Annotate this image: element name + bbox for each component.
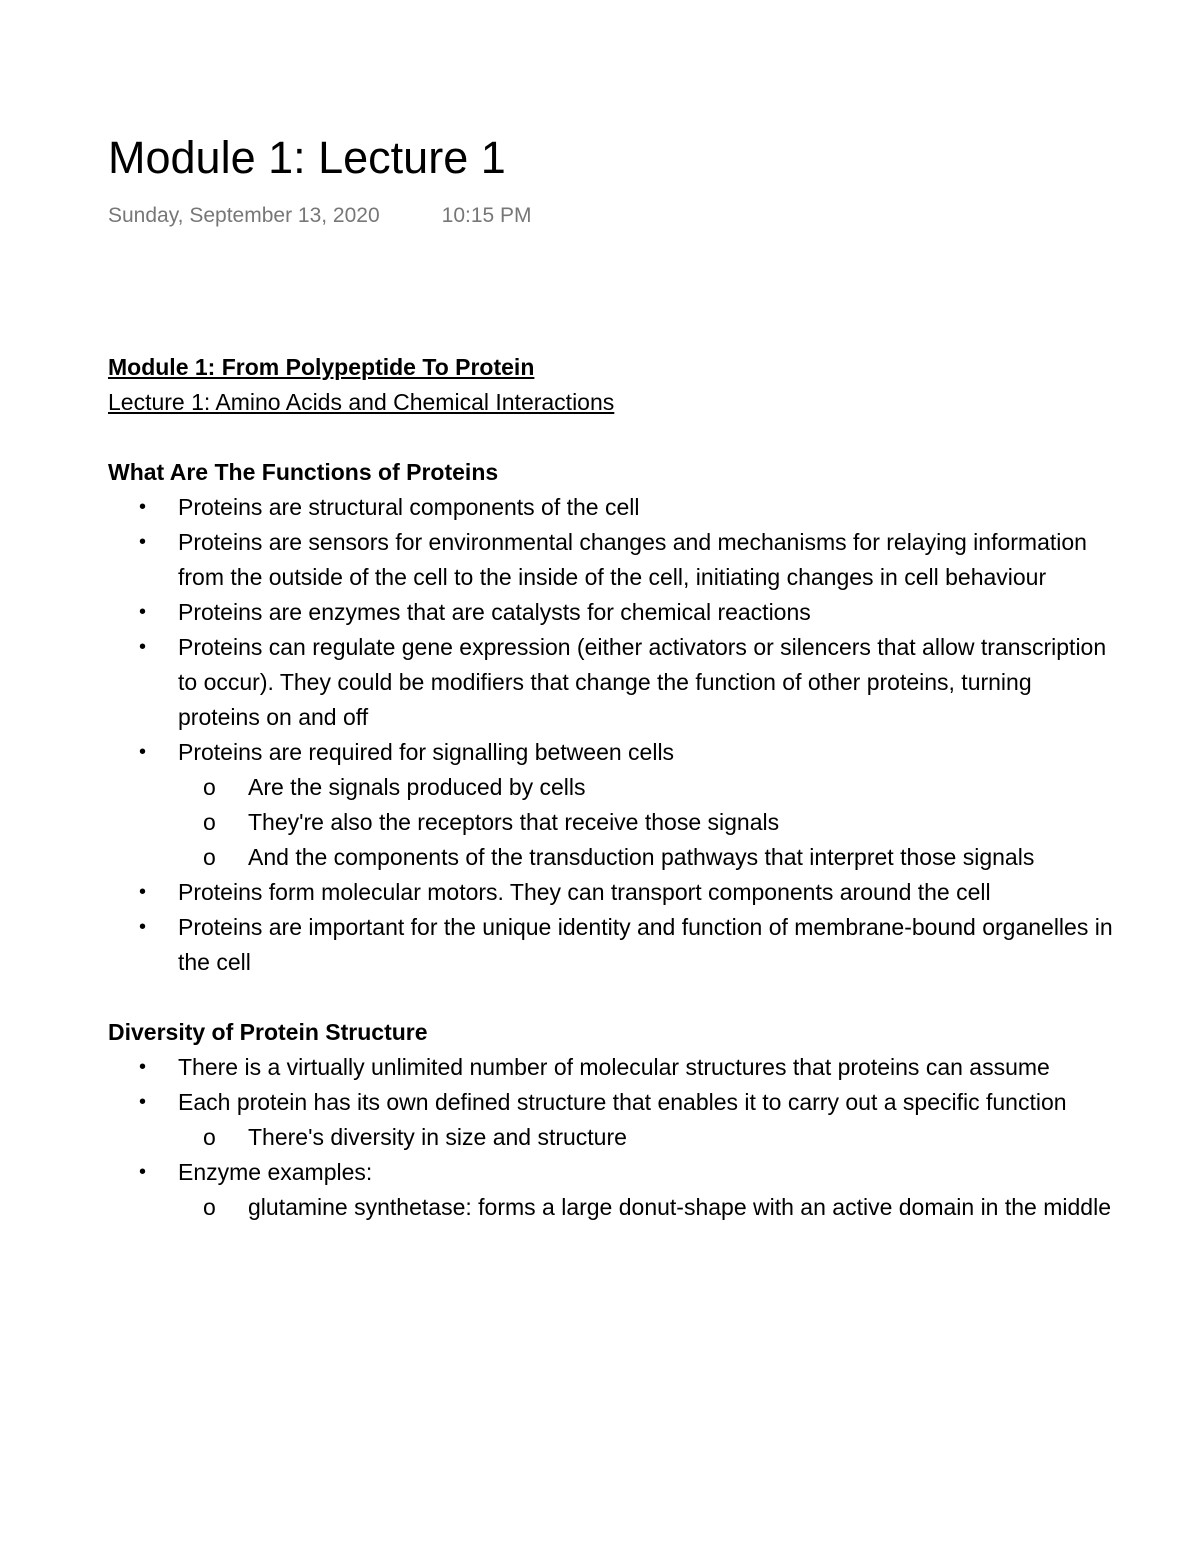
sub-list-wrapper	[108, 770, 1118, 875]
bullet-circle-icon: o	[203, 844, 216, 870]
list-item-text: Proteins can regulate gene expression (either activators or silencers that allow transcription to occur). They could be modifiers that change the function of other proteins, turning proteins on and off	[178, 634, 1107, 730]
sub-list-wrapper	[108, 1120, 1118, 1155]
list-item	[108, 875, 1118, 910]
sub-list-item-text: They're also the receptors that receive those signals	[248, 809, 780, 835]
bullet-dot-icon: •	[139, 1091, 147, 1113]
sub-list-item-text: There's diversity in size and structure	[248, 1124, 627, 1150]
sub-list-item-text: Are the signals produced by cells	[248, 774, 586, 800]
list-item	[108, 595, 1118, 630]
bullet-dot-icon: •	[139, 1161, 147, 1183]
list-item	[108, 735, 1118, 770]
list-item	[108, 525, 1118, 595]
list-item-text: Each protein has its own defined structure that enables it to carry out a specific function	[178, 1089, 1067, 1115]
list-item-text: Proteins are important for the unique identity and function of membrane-bound organelles in the cell	[178, 914, 1113, 975]
list-item	[108, 910, 1118, 980]
list-item-text: Enzyme examples:	[178, 1159, 373, 1185]
section-heading: What Are The Functions of Proteins	[108, 459, 499, 485]
note-body	[108, 350, 1118, 1225]
bullet-dot-icon: •	[139, 1056, 147, 1078]
lecture-heading: Lecture 1: Amino Acids and Chemical Interactions	[108, 389, 615, 415]
bullet-dot-icon: •	[139, 496, 147, 518]
sub-list-item	[178, 1120, 1118, 1155]
list-item-text: Proteins are structural components of the cell	[178, 494, 640, 520]
list-item	[108, 630, 1118, 735]
sub-bullet-list	[178, 1190, 1118, 1225]
bullet-list	[108, 490, 1118, 980]
sub-list-item	[178, 770, 1118, 805]
sub-list-item	[178, 840, 1118, 875]
list-item-text: Proteins are enzymes that are catalysts for chemical reactions	[178, 599, 811, 625]
sub-list-item	[178, 805, 1118, 840]
sub-list-item	[178, 1190, 1118, 1225]
time-text: 10:15 PM	[441, 204, 532, 227]
bullet-dot-icon: •	[139, 601, 147, 623]
sub-list-item-text: And the components of the transduction pathways that interpret those signals	[248, 844, 1035, 870]
bullet-dot-icon: •	[139, 881, 147, 903]
bullet-list	[108, 1050, 1118, 1225]
bullet-circle-icon: o	[203, 1124, 216, 1150]
sections-container	[108, 455, 1118, 1225]
bullet-circle-icon: o	[203, 1194, 216, 1220]
list-item-text: There is a virtually unlimited number of molecular structures that proteins can assume	[178, 1054, 1050, 1080]
sub-list-item-text: glutamine synthetase: forms a large donut-shape with an active domain in the middle	[248, 1194, 1111, 1220]
timestamp	[108, 202, 532, 230]
date-text: Sunday, September 13, 2020	[108, 204, 380, 227]
bullet-dot-icon: •	[139, 741, 147, 763]
list-item	[108, 490, 1118, 525]
section-heading: Diversity of Protein Structure	[108, 1019, 428, 1045]
sub-bullet-list	[178, 1120, 1118, 1155]
bullet-dot-icon: •	[139, 636, 147, 658]
bullet-dot-icon: •	[139, 916, 147, 938]
list-item	[108, 1155, 1118, 1190]
list-item-text: Proteins are sensors for environmental changes and mechanisms for relaying information from the outside of the cell to the inside of the cell, initiating changes in cell behaviour	[178, 529, 1087, 590]
bullet-dot-icon: •	[139, 531, 147, 553]
sub-bullet-list	[178, 770, 1118, 875]
list-item-text: Proteins form molecular motors. They can transport components around the cell	[178, 879, 991, 905]
list-item	[108, 1085, 1118, 1120]
module-heading: Module 1: From Polypeptide To Protein	[108, 354, 535, 380]
bullet-circle-icon: o	[203, 809, 216, 835]
sub-list-wrapper	[108, 1190, 1118, 1225]
bullet-circle-icon: o	[203, 774, 216, 800]
page-title: Module 1: Lecture 1	[108, 132, 506, 183]
list-item	[108, 1050, 1118, 1085]
list-item-text: Proteins are required for signalling between cells	[178, 739, 675, 765]
